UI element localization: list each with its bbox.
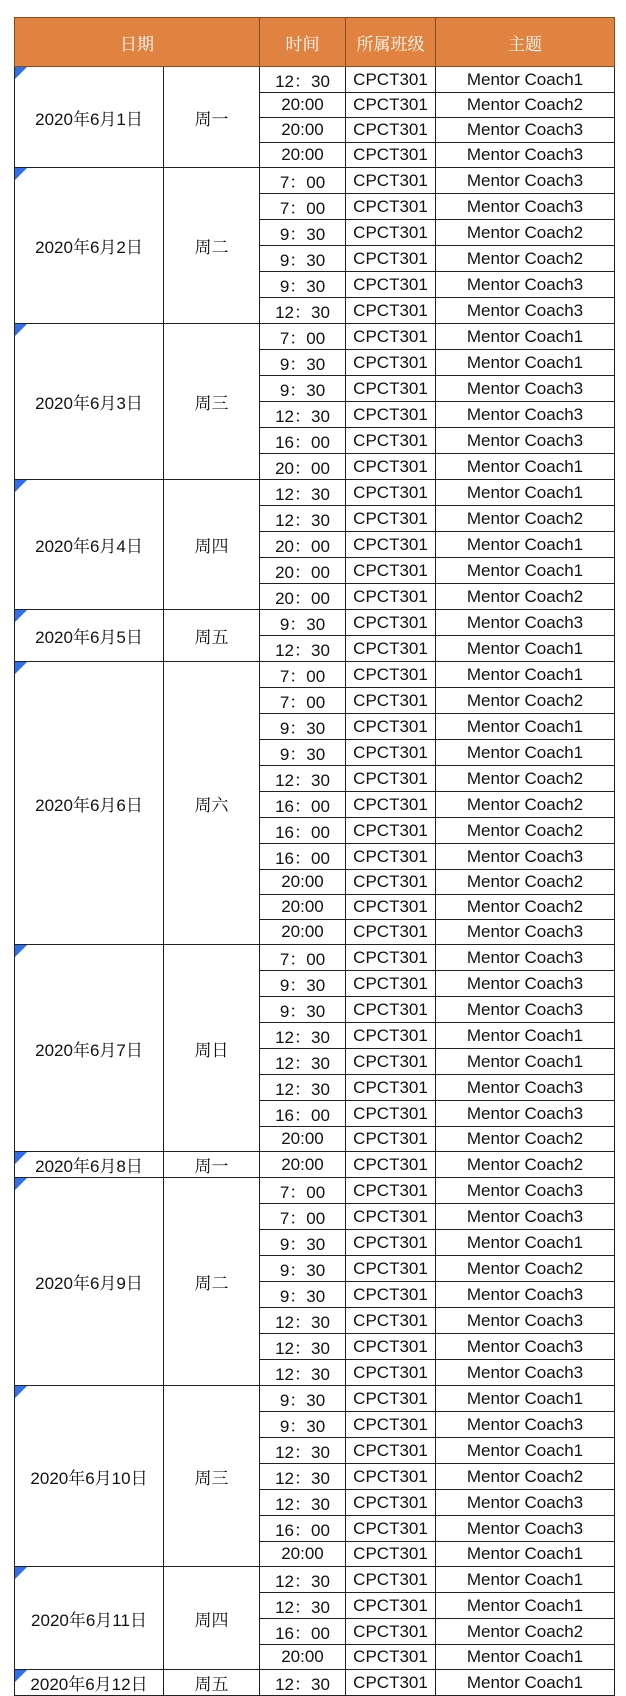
class-cell[interactable]: CPCT301 [346,1334,436,1360]
time-cell[interactable]: 20:00 [260,1542,346,1567]
table-row [15,480,615,506]
theme-cell[interactable]: Mentor Coach3 [436,118,615,143]
class-cell[interactable]: CPCT301 [346,118,436,143]
theme-cell[interactable]: Mentor Coach1 [436,1023,615,1049]
weekday-cell[interactable]: 周一 [164,1152,260,1178]
theme-cell[interactable]: Mentor Coach1 [436,1593,615,1619]
theme-cell[interactable]: Mentor Coach3 [436,920,615,945]
theme-cell[interactable]: Mentor Coach2 [436,93,615,118]
time-cell[interactable]: 12：30 [260,1670,346,1696]
class-cell[interactable]: CPCT301 [346,1023,436,1049]
table-row [15,1567,615,1593]
date-cell[interactable] [15,67,164,168]
class-cell[interactable]: CPCT301 [346,1438,436,1464]
header-theme[interactable]: 主题 [436,18,615,67]
table-row [15,1178,615,1204]
weekday-cell[interactable]: 周三 [164,324,260,480]
class-cell[interactable]: CPCT301 [346,818,436,844]
comment-indicator-icon[interactable] [15,324,27,336]
class-cell[interactable]: CPCT301 [346,1204,436,1230]
comment-indicator-icon[interactable] [15,1567,27,1579]
theme-cell[interactable]: Mentor Coach1 [436,662,615,688]
theme-cell[interactable]: Mentor Coach3 [436,1101,615,1127]
time-cell[interactable]: 12：30 [260,1593,346,1619]
class-cell[interactable]: CPCT301 [346,945,436,971]
schedule-sheet [14,17,614,1696]
time-cell[interactable]: 20：00 [260,558,346,584]
class-cell[interactable]: CPCT301 [346,1542,436,1567]
comment-indicator-icon[interactable] [15,945,27,957]
comment-indicator-icon[interactable] [15,1386,27,1398]
class-cell[interactable]: CPCT301 [346,246,436,272]
class-cell[interactable]: CPCT301 [346,610,436,636]
class-cell[interactable]: CPCT301 [346,272,436,298]
class-cell[interactable]: CPCT301 [346,298,436,324]
time-cell[interactable]: 20:00 [260,870,346,895]
table-row [15,324,615,350]
class-cell[interactable]: CPCT301 [346,997,436,1023]
time-cell[interactable]: 9：30 [260,610,346,636]
comment-indicator-icon[interactable] [15,168,27,180]
class-cell[interactable]: CPCT301 [346,143,436,168]
theme-cell[interactable]: Mentor Coach3 [436,168,615,194]
time-cell[interactable]: 20：00 [260,584,346,610]
table-row [15,945,615,971]
time-cell[interactable]: 12：30 [260,1308,346,1334]
comment-indicator-icon[interactable] [15,662,27,674]
theme-cell[interactable]: Mentor Coach3 [436,844,615,870]
class-cell[interactable]: CPCT301 [346,168,436,194]
weekday-cell[interactable]: 周日 [164,945,260,1152]
class-cell[interactable]: CPCT301 [346,93,436,118]
time-cell[interactable]: 7：00 [260,1204,346,1230]
time-cell[interactable]: 20：00 [260,532,346,558]
class-cell[interactable]: CPCT301 [346,480,436,506]
theme-cell[interactable]: Mentor Coach1 [436,636,615,662]
theme-cell[interactable]: Mentor Coach3 [436,610,615,636]
time-cell[interactable]: 7：00 [260,662,346,688]
time-cell[interactable]: 7：00 [260,194,346,220]
time-cell[interactable]: 9：30 [260,1386,346,1412]
comment-indicator-icon[interactable] [15,480,27,492]
time-cell[interactable]: 12：30 [260,1360,346,1386]
date-cell[interactable] [15,945,164,1152]
header-row [15,18,615,67]
time-cell[interactable]: 12：30 [260,298,346,324]
class-cell[interactable]: CPCT301 [346,1256,436,1282]
theme-cell[interactable]: Mentor Coach3 [436,971,615,997]
theme-cell[interactable]: Mentor Coach1 [436,1386,615,1412]
theme-cell[interactable]: Mentor Coach2 [436,1127,615,1152]
theme-cell[interactable]: Mentor Coach3 [436,1308,615,1334]
table-row [15,168,615,194]
date-label: 2020年6月6日 [35,795,143,815]
theme-cell[interactable]: Mentor Coach1 [436,324,615,350]
class-cell[interactable]: CPCT301 [346,1360,436,1386]
time-cell[interactable]: 20:00 [260,93,346,118]
date-cell[interactable] [15,1152,164,1178]
theme-cell[interactable]: Mentor Coach3 [436,428,615,454]
weekday-cell[interactable]: 周四 [164,480,260,610]
time-cell[interactable]: 20:00 [260,895,346,920]
weekday-cell[interactable]: 周三 [164,1386,260,1567]
theme-cell[interactable]: Mentor Coach1 [436,740,615,766]
date-cell[interactable] [15,1670,164,1696]
date-cell[interactable] [15,1567,164,1670]
comment-indicator-icon[interactable] [15,1178,27,1190]
time-cell[interactable]: 12：30 [260,506,346,532]
time-cell[interactable]: 12：30 [260,636,346,662]
time-cell[interactable]: 20:00 [260,920,346,945]
time-cell[interactable]: 9：30 [260,272,346,298]
class-cell[interactable]: CPCT301 [346,1075,436,1101]
class-cell[interactable]: CPCT301 [346,714,436,740]
class-cell[interactable]: CPCT301 [346,662,436,688]
class-cell[interactable]: CPCT301 [346,376,436,402]
theme-cell[interactable]: Mentor Coach1 [436,1567,615,1593]
theme-cell[interactable]: Mentor Coach2 [436,1256,615,1282]
time-cell[interactable]: 20:00 [260,143,346,168]
time-cell[interactable]: 9：30 [260,376,346,402]
date-label: 2020年6月8日 [35,1157,143,1176]
class-cell[interactable]: CPCT301 [346,1101,436,1127]
theme-cell[interactable]: Mentor Coach2 [436,1619,615,1645]
class-cell[interactable]: CPCT301 [346,532,436,558]
theme-cell[interactable]: Mentor Coach3 [436,272,615,298]
theme-cell[interactable]: Mentor Coach3 [436,194,615,220]
theme-cell[interactable]: Mentor Coach1 [436,1438,615,1464]
table-row [15,67,615,93]
date-label: 2020年6月12日 [30,1675,148,1694]
time-cell[interactable]: 12：30 [260,1075,346,1101]
date-cell[interactable] [15,662,164,945]
theme-cell[interactable]: Mentor Coach2 [436,1152,615,1178]
time-cell[interactable]: 7：00 [260,688,346,714]
weekday-cell[interactable]: 周二 [164,1178,260,1386]
class-cell[interactable]: CPCT301 [346,67,436,93]
theme-cell[interactable]: Mentor Coach3 [436,376,615,402]
theme-cell[interactable]: Mentor Coach3 [436,1516,615,1542]
table-row [15,1670,615,1696]
class-cell[interactable]: CPCT301 [346,506,436,532]
time-cell[interactable]: 12：30 [260,1464,346,1490]
class-cell[interactable]: CPCT301 [346,792,436,818]
class-cell[interactable]: CPCT301 [346,1049,436,1075]
time-cell[interactable]: 12：30 [260,1023,346,1049]
time-cell[interactable]: 9：30 [260,971,346,997]
time-cell[interactable]: 7：00 [260,168,346,194]
weekday-cell[interactable]: 周一 [164,67,260,168]
date-cell[interactable] [15,168,164,324]
class-cell[interactable]: CPCT301 [346,402,436,428]
time-cell[interactable]: 9：30 [260,714,346,740]
class-cell[interactable]: CPCT301 [346,844,436,870]
class-cell[interactable]: CPCT301 [346,1464,436,1490]
theme-cell[interactable]: Mentor Coach1 [436,1645,615,1670]
schedule-body [15,67,615,1696]
theme-cell[interactable]: Mentor Coach1 [436,1049,615,1075]
time-cell[interactable]: 12：30 [260,1049,346,1075]
class-cell[interactable]: CPCT301 [346,558,436,584]
time-cell[interactable]: 7：00 [260,945,346,971]
theme-cell[interactable]: Mentor Coach3 [436,1360,615,1386]
theme-cell[interactable]: Mentor Coach2 [436,584,615,610]
class-cell[interactable]: CPCT301 [346,454,436,480]
theme-cell[interactable]: Mentor Coach1 [436,480,615,506]
time-cell[interactable]: 16：00 [260,1101,346,1127]
time-cell[interactable]: 12：30 [260,1438,346,1464]
table-row [15,662,615,688]
date-cell[interactable] [15,480,164,610]
theme-cell[interactable]: Mentor Coach1 [436,1230,615,1256]
theme-cell[interactable]: Mentor Coach3 [436,298,615,324]
theme-cell[interactable]: Mentor Coach2 [436,792,615,818]
header-class[interactable]: 所属班级 [346,18,436,67]
theme-cell[interactable]: Mentor Coach3 [436,1412,615,1438]
table-row [15,1152,615,1178]
time-cell[interactable]: 12：30 [260,1567,346,1593]
time-cell[interactable]: 9：30 [260,997,346,1023]
time-cell[interactable]: 9：30 [260,220,346,246]
class-cell[interactable]: CPCT301 [346,636,436,662]
class-cell[interactable]: CPCT301 [346,1308,436,1334]
theme-cell[interactable]: Mentor Coach2 [436,895,615,920]
weekday-cell[interactable]: 周四 [164,1567,260,1670]
time-cell[interactable]: 9：30 [260,1282,346,1308]
class-cell[interactable]: CPCT301 [346,1516,436,1542]
date-cell[interactable] [15,1178,164,1386]
class-cell[interactable]: CPCT301 [346,324,436,350]
time-cell[interactable]: 16：00 [260,1516,346,1542]
comment-indicator-icon[interactable] [15,1670,27,1682]
class-cell[interactable]: CPCT301 [346,1567,436,1593]
theme-cell[interactable]: Mentor Coach1 [436,67,615,93]
class-cell[interactable]: CPCT301 [346,220,436,246]
class-cell[interactable]: CPCT301 [346,766,436,792]
class-cell[interactable]: CPCT301 [346,1593,436,1619]
time-cell[interactable]: 20:00 [260,118,346,143]
table-row [15,610,615,636]
class-cell[interactable]: CPCT301 [346,1282,436,1308]
class-cell[interactable]: CPCT301 [346,350,436,376]
theme-cell[interactable]: Mentor Coach2 [436,220,615,246]
date-cell[interactable] [15,610,164,662]
theme-cell[interactable]: Mentor Coach3 [436,1075,615,1101]
class-cell[interactable]: CPCT301 [346,920,436,945]
time-cell[interactable]: 12：30 [260,1334,346,1360]
class-cell[interactable]: CPCT301 [346,1645,436,1670]
time-cell[interactable]: 20:00 [260,1127,346,1152]
theme-cell[interactable]: Mentor Coach3 [436,1204,615,1230]
theme-cell[interactable]: Mentor Coach2 [436,1464,615,1490]
theme-cell[interactable]: Mentor Coach1 [436,454,615,480]
date-label: 2020年6月7日 [35,1040,143,1060]
weekday-cell[interactable]: 周二 [164,168,260,324]
theme-cell[interactable]: Mentor Coach3 [436,1282,615,1308]
weekday-cell[interactable]: 周六 [164,662,260,945]
theme-cell[interactable]: Mentor Coach3 [436,1178,615,1204]
theme-cell[interactable]: Mentor Coach1 [436,558,615,584]
class-cell[interactable]: CPCT301 [346,740,436,766]
time-cell[interactable]: 7：00 [260,324,346,350]
time-cell[interactable]: 12：30 [260,766,346,792]
time-cell[interactable]: 12：30 [260,402,346,428]
time-cell[interactable]: 7：00 [260,1178,346,1204]
weekday-cell[interactable]: 周五 [164,610,260,662]
comment-indicator-icon[interactable] [15,1152,27,1164]
time-cell[interactable]: 12：30 [260,67,346,93]
class-cell[interactable]: CPCT301 [346,194,436,220]
date-cell[interactable] [15,324,164,480]
weekday-cell[interactable]: 周五 [164,1670,260,1696]
time-cell[interactable]: 9：30 [260,1230,346,1256]
time-cell[interactable]: 20:00 [260,1645,346,1670]
class-cell[interactable]: CPCT301 [346,1178,436,1204]
class-cell[interactable]: CPCT301 [346,1670,436,1696]
class-cell[interactable]: CPCT301 [346,1152,436,1178]
theme-cell[interactable]: Mentor Coach1 [436,1542,615,1567]
class-cell[interactable]: CPCT301 [346,1490,436,1516]
time-cell[interactable]: 16：00 [260,844,346,870]
class-cell[interactable]: CPCT301 [346,428,436,454]
class-cell[interactable]: CPCT301 [346,1127,436,1152]
time-cell[interactable]: 20：00 [260,454,346,480]
time-cell[interactable]: 16：00 [260,792,346,818]
class-cell[interactable]: CPCT301 [346,870,436,895]
time-cell[interactable]: 20:00 [260,1152,346,1178]
theme-cell[interactable]: Mentor Coach2 [436,688,615,714]
theme-cell[interactable]: Mentor Coach3 [436,1334,615,1360]
time-cell[interactable]: 9：30 [260,740,346,766]
theme-cell[interactable]: Mentor Coach2 [436,246,615,272]
time-cell[interactable]: 12：30 [260,1490,346,1516]
theme-cell[interactable]: Mentor Coach3 [436,143,615,168]
theme-cell[interactable]: Mentor Coach3 [436,945,615,971]
header-date[interactable]: 日期 [15,18,260,67]
time-cell[interactable]: 9：30 [260,1256,346,1282]
class-cell[interactable]: CPCT301 [346,688,436,714]
theme-cell[interactable]: Mentor Coach1 [436,532,615,558]
theme-cell[interactable]: Mentor Coach3 [436,402,615,428]
theme-cell[interactable]: Mentor Coach1 [436,714,615,740]
theme-cell[interactable]: Mentor Coach3 [436,997,615,1023]
class-cell[interactable]: CPCT301 [346,895,436,920]
date-label: 2020年6月1日 [35,109,143,129]
class-cell[interactable]: CPCT301 [346,1412,436,1438]
theme-cell[interactable]: Mentor Coach2 [436,766,615,792]
time-cell[interactable]: 9：30 [260,1412,346,1438]
theme-cell[interactable]: Mentor Coach3 [436,1490,615,1516]
time-cell[interactable]: 9：30 [260,350,346,376]
date-label: 2020年6月2日 [35,238,143,257]
time-cell[interactable]: 12：30 [260,480,346,506]
date-label: 2020年6月9日 [35,1274,143,1293]
date-cell[interactable] [15,1386,164,1567]
comment-indicator-icon[interactable] [15,610,27,622]
theme-cell[interactable]: Mentor Coach1 [436,350,615,376]
schedule-table [14,17,615,1696]
date-label: 2020年6月5日 [35,628,143,647]
class-cell[interactable]: CPCT301 [346,584,436,610]
comment-indicator-icon[interactable] [15,67,27,79]
header-time[interactable]: 时间 [260,18,346,67]
table-row [15,1386,615,1412]
class-cell[interactable]: CPCT301 [346,1619,436,1645]
time-cell[interactable]: 16：00 [260,1619,346,1645]
date-label: 2020年6月10日 [30,1468,148,1488]
class-cell[interactable]: CPCT301 [346,971,436,997]
time-cell[interactable]: 16：00 [260,428,346,454]
theme-cell[interactable]: Mentor Coach2 [436,506,615,532]
date-label: 2020年6月4日 [35,537,143,556]
theme-cell[interactable]: Mentor Coach1 [436,1670,615,1696]
date-label: 2020年6月3日 [35,394,143,413]
time-cell[interactable]: 9：30 [260,246,346,272]
class-cell[interactable]: CPCT301 [346,1386,436,1412]
time-cell[interactable]: 16：00 [260,818,346,844]
class-cell[interactable]: CPCT301 [346,1230,436,1256]
date-label: 2020年6月11日 [31,1610,147,1630]
theme-cell[interactable]: Mentor Coach2 [436,870,615,895]
theme-cell[interactable]: Mentor Coach2 [436,818,615,844]
